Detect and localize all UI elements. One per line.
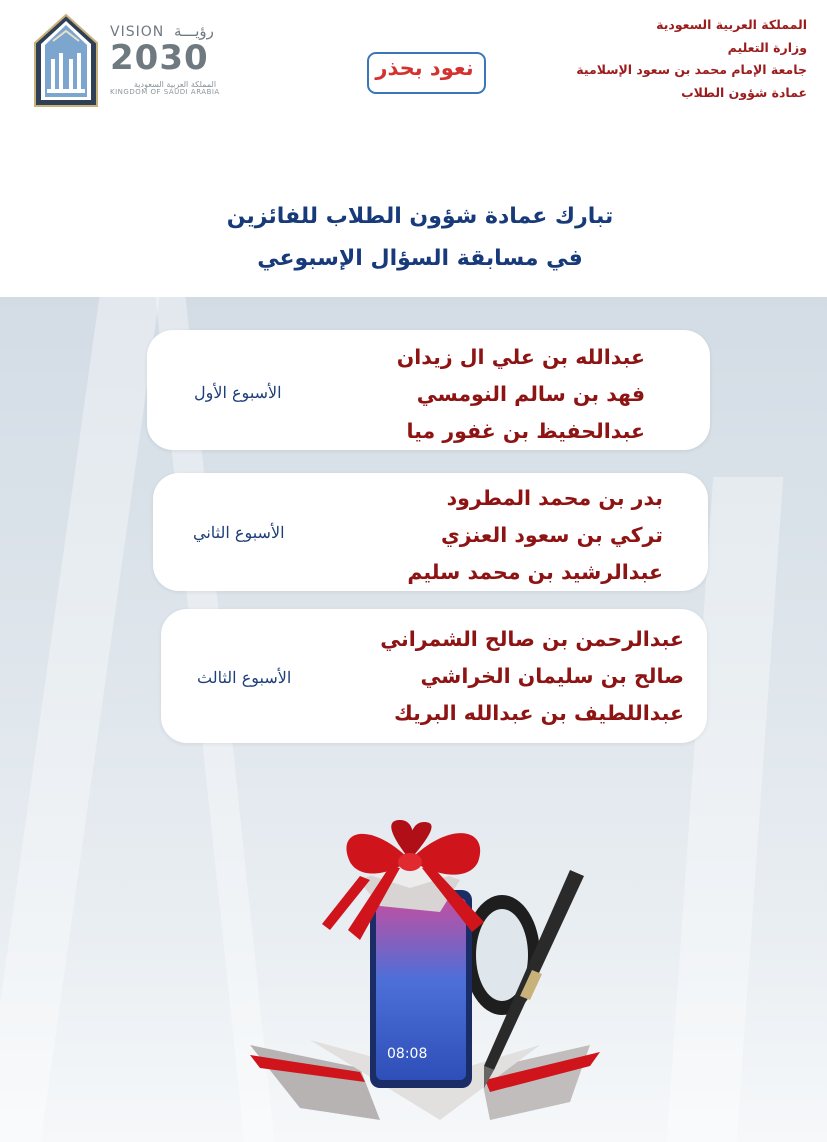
page-title [150,196,690,280]
background-stripe [0,297,159,1142]
title-line-1: تبارك عمادة شؤون الطلاب للفائزين [226,204,614,229]
vision-sub-arabic: المملكة العربية السعودية [134,80,217,89]
university-logo [31,13,101,108]
winner-name: تركي بن سعود العنزي [441,523,663,547]
week-label: الأسبوع الثاني [193,523,285,542]
winners-list [380,621,684,732]
phone-clock: 08:08 [387,1046,428,1062]
vision-year: 2030 [110,38,209,78]
week-label: الأسبوع الأول [194,383,282,402]
week-label: الأسبوع الثالث [197,668,292,687]
header-line: المملكة العربية السعودية [656,17,807,32]
campaign-logo [365,50,486,95]
gift-box-illustration [240,820,620,1130]
vision-arabic: رؤيـــة [174,22,214,40]
winners-list [407,480,663,591]
vision-2030-logo [110,24,225,96]
winner-name: صالح بن سليمان الخراشي [420,664,684,688]
winner-name: بدر بن محمد المطرود [446,486,663,510]
winner-name: فهد بن سالم النومسي [416,382,645,406]
vision-sub-english: KINGDOM OF SAUDI ARABIA [110,88,220,96]
header-line: وزارة التعليم [727,39,807,55]
header-line: جامعة الإمام محمد بن سعود الإسلامية [576,62,807,77]
title-line-2: في مسابقة السؤال الإسبوعي [257,246,583,271]
header-institution [507,14,807,104]
header-line: عمادة شؤون الطلاب [681,84,807,100]
winner-name: عبدالرحمن بن صالح الشمراني [380,627,684,651]
vision-word: VISION [110,24,165,40]
winner-name: عبدالله بن علي ال زيدان [396,345,645,369]
winners-list [397,339,645,450]
campaign-text: نعود بحذر [375,56,474,80]
winner-name: عبدالحفيظ بن غفور ميا [406,419,645,443]
winner-name: عبدالرشيد بن محمد سليم [407,560,663,584]
winner-name: عبداللطيف بن عبدالله البريك [394,701,684,725]
